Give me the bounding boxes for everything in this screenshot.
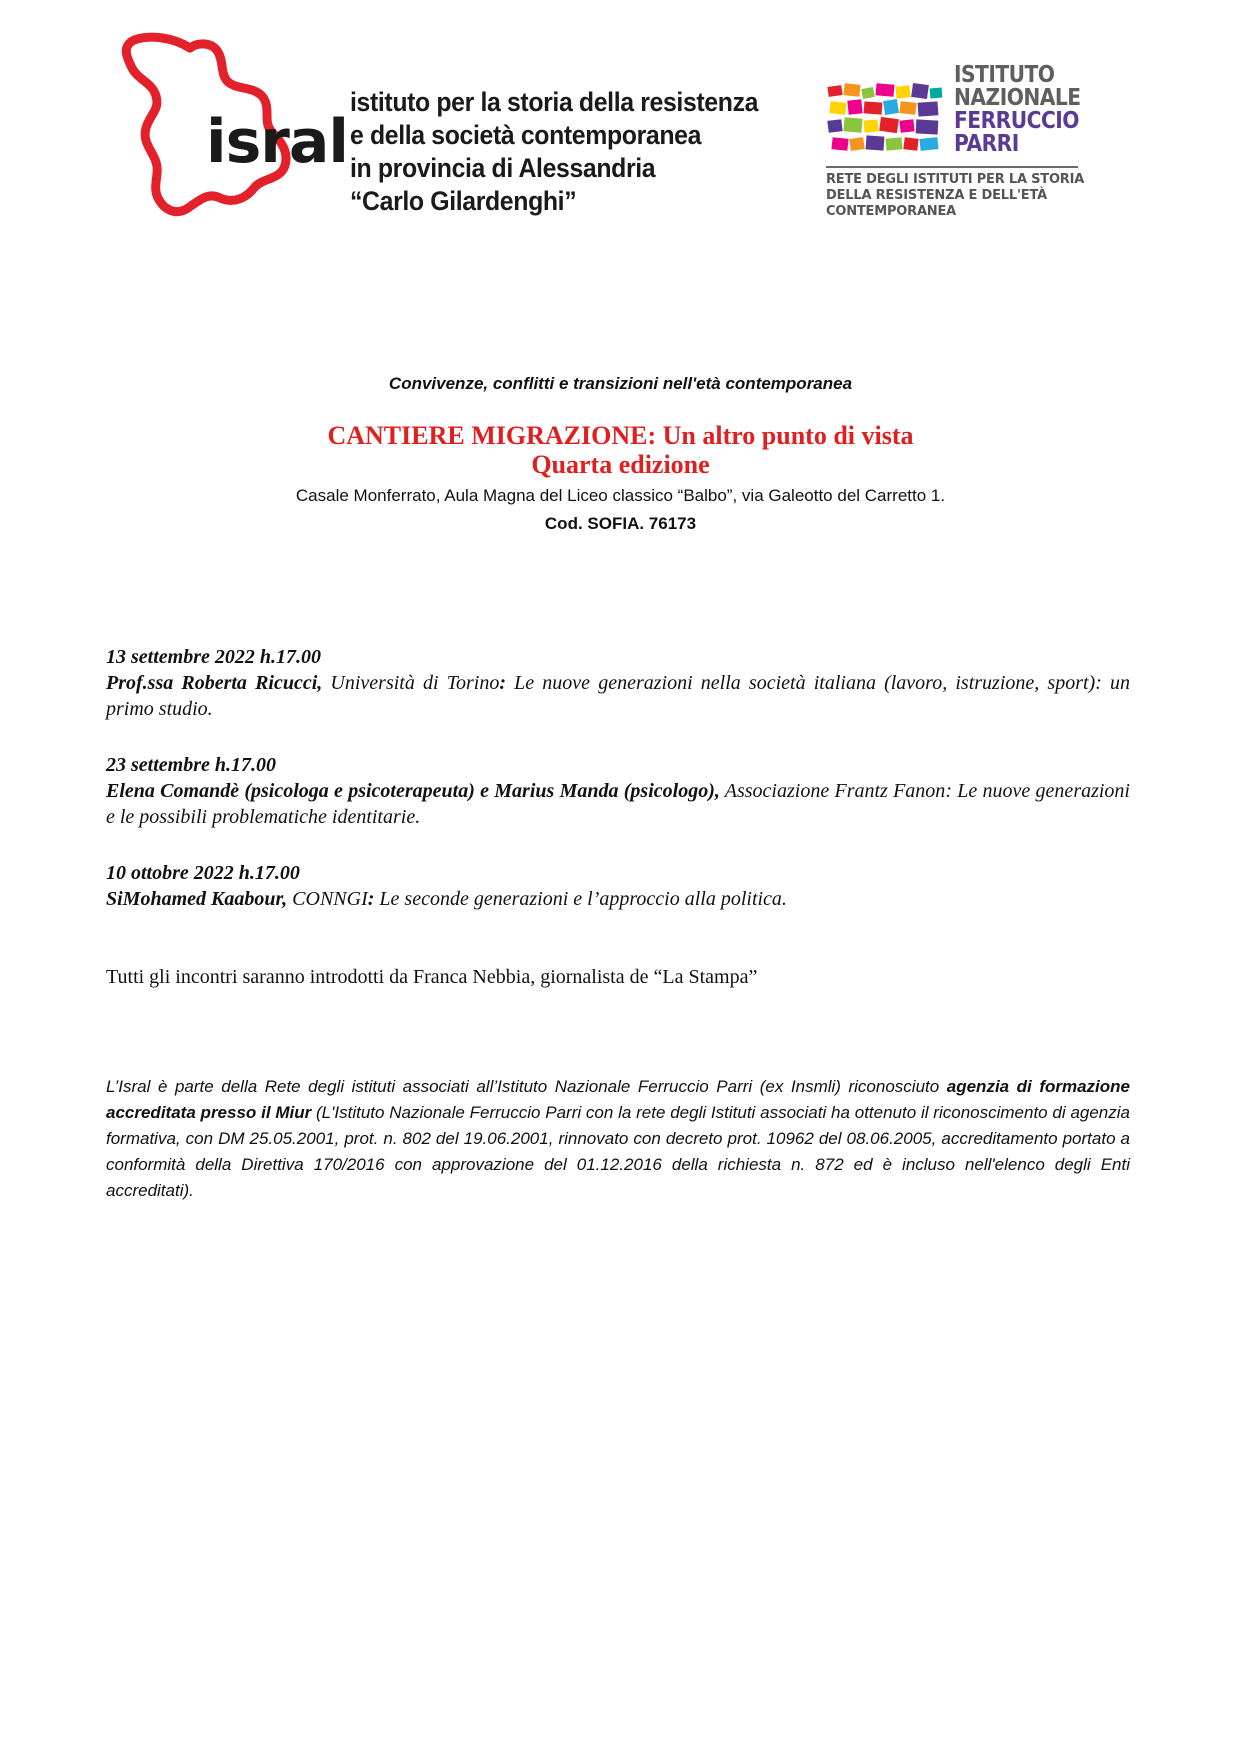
isral-full-name [350,86,758,218]
parri-logo [826,62,1096,222]
event-item [106,752,1130,830]
event-date: 13 settembre 2022 h.17.00 [106,646,321,668]
series-subtitle: Convivenze, conflitti e transizioni nell'età contemporanea [388,374,853,393]
event-colon: : [499,672,507,694]
event-affiliation: Associazione Frantz Fanon [719,780,946,802]
event-speaker: SiMohamed Kaabour, [106,888,288,910]
events-list [106,644,1130,942]
event-description [106,886,1130,912]
event-location: Casale Monferrato, Aula Magna del Liceo classico “Balbo”, via Galeotto del Carretto 1. [295,486,946,505]
event-topic: Le nuove generazioni nella società italiana (lavoro, istruzione, sport): un primo studio. [106,672,1130,720]
accreditation-details: (L'Istituto Nazionale Ferruccio Parri con la rete degli Istituti associati ha ottenuto il riconoscimento di agenzia formativa, con DM 25.05.2001, prot. n. 802 del 19.06.2001, rinnovato con decreto prot. 10962 del 08.06.2005, accreditamento portato a conformità della Direttiva 170/2016 con approvazione del 01.12.2016 della richiesta n. 872 ed è incluso nell'elenco degli Enti accreditati). [106,1103,1130,1200]
parri-title-line: ISTITUTO [954,62,1055,88]
sofia-code: Cod. SOFIA. 76173 [544,514,697,533]
parri-title-line: NAZIONALE [954,85,1081,111]
parri-mosaic-icon [826,82,944,156]
event-date: 10 ottobre 2022 h.17.00 [106,862,300,884]
parri-subtitle-line: RETE DEGLI ISTITUTI PER LA STORIA [826,172,1085,187]
event-affiliation: Università di Torino [322,672,500,694]
page-title: CANTIERE MIGRAZIONE: Un altro punto di vista [327,421,914,450]
event-speaker: Prof.ssa Roberta Ricucci, [106,672,323,694]
accreditation-text: L’Isral è parte della Rete degli istituti associati all’Istituto Nazionale Ferruccio Parri (ex Insmli) riconosciuto [106,1077,947,1096]
isral-name-line: e della società contemporanea [350,120,702,150]
event-topic: Le seconde generazioni e l’approccio alla politica. [374,888,787,910]
event-affiliation: CONNGI [287,888,368,910]
parri-subtitle-line: CONTEMPORANEA [826,204,957,219]
isral-wordmark: isral [206,107,348,177]
event-colon: : [945,780,952,802]
event-description [106,778,1130,830]
intro-note: Tutti gli incontri saranno introdotti da Franca Nebbia, giornalista de “La Stampa” [106,966,758,988]
event-topic: Le nuove generazioni e le possibili problematiche identitarie. [106,780,1130,828]
event-description [106,670,1130,722]
accreditation-bold: agenzia di formazione accreditata presso il Miur [106,1077,1131,1122]
edition-title: Quarta edizione [531,450,710,479]
isral-logo [112,30,812,230]
isral-name-line: in provincia di Alessandria [350,153,656,183]
parri-title-line: FERRUCCIO [954,108,1079,134]
event-item [106,860,1130,912]
parri-title [954,64,1081,156]
parri-subtitle [826,172,1084,220]
event-item [106,644,1130,722]
event-speaker: Elena Comandè (psicologa e psicoterapeuta) e Marius Manda (psicologo), [106,780,720,802]
parri-divider [826,166,1078,168]
accreditation-note [106,1074,1130,1204]
parri-subtitle-line: DELLA RESISTENZA E DELL'ETÀ [826,188,1047,203]
event-date: 23 settembre h.17.00 [106,754,276,776]
event-colon: : [367,888,375,910]
isral-name-line: “Carlo Gilardenghi” [350,186,577,216]
parri-title-line: PARRI [954,131,1019,157]
isral-name-line: istituto per la storia della resistenza [350,87,759,117]
